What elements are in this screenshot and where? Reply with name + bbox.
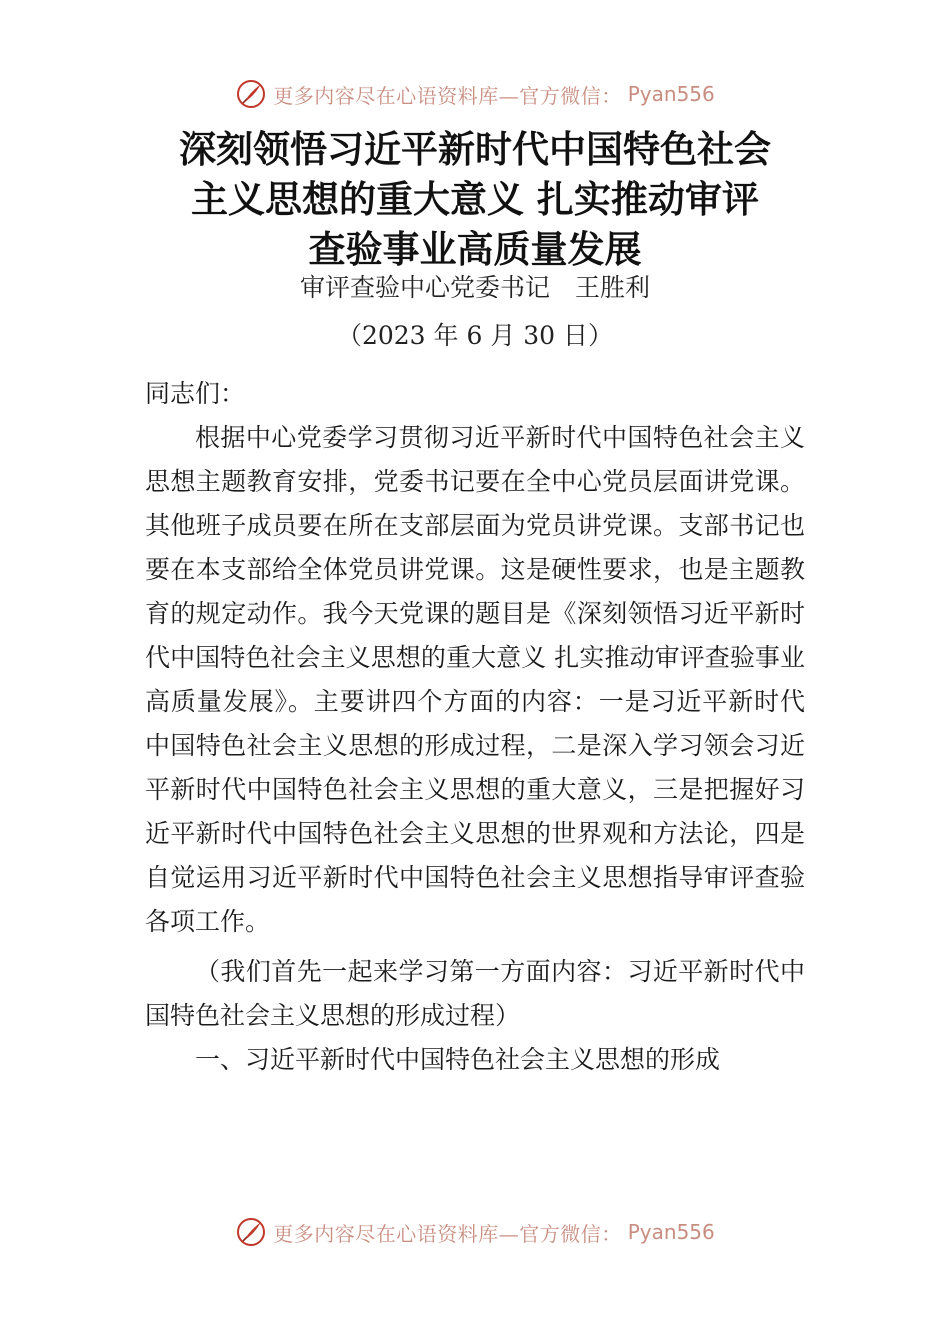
watermark-footer: [0, 1212, 950, 1252]
section-heading: 一、习近平新时代中国特色社会主义思想的形成: [195, 1045, 721, 1074]
watermark-handle: Pyan556: [627, 82, 715, 106]
title-line-1: 深刻领悟习近平新时代中国特色社会: [179, 127, 771, 171]
watermark-handle: Pyan556: [627, 1220, 715, 1244]
watermark-text: 更多内容尽在心语资料库—官方微信：: [273, 83, 622, 108]
watermark-header: [0, 74, 950, 114]
document-title: [120, 124, 830, 274]
author-line: 审评查验中心党委书记 王胜利: [299, 273, 650, 302]
paragraph-note: （我们首先一起来学习第一方面内容：习近平新时代中国特色社会主义思想的形成过程）: [145, 957, 805, 1030]
date-line: （2023 年 6 月 30 日）: [336, 321, 614, 350]
title-line-2: 主义思想的重大意义 扎实推动审评: [191, 177, 759, 221]
document-body: [145, 372, 805, 1082]
greeting: 同志们：: [145, 379, 246, 408]
title-line-3: 查验事业高质量发展: [308, 227, 642, 271]
quill-pen-logo-icon: [235, 78, 267, 110]
paragraph-intro: 根据中心党委学习贯彻习近平新时代中国特色社会主义思想主题教育安排，党委书记要在全中心党员层面讲党课。其他班子成员要在所在支部层面为党员讲党课。支部书记也要在本支部给全体党员讲党课。这是硬性要求，也是主题教育的规定动作。我今天党课的题目是《深刻领悟习近平新时代中国特色社会主义思想的重大意义 扎实推动审评查验事业高质量发展》。主要讲四个方面的内容：一是习近平新时代中国特色社会主义思想的形成过程，二是深入学习领会习近平新时代中国特色社会主义思想的重大意义，三是把握好习近平新时代中国特色社会主义思想的世界观和方法论，四是自觉运用习近平新时代中国特色社会主义思想指导审评查验各项工作。: [145, 423, 805, 936]
quill-pen-logo-icon: [235, 1216, 267, 1248]
watermark-text: 更多内容尽在心语资料库—官方微信：: [273, 1221, 622, 1246]
